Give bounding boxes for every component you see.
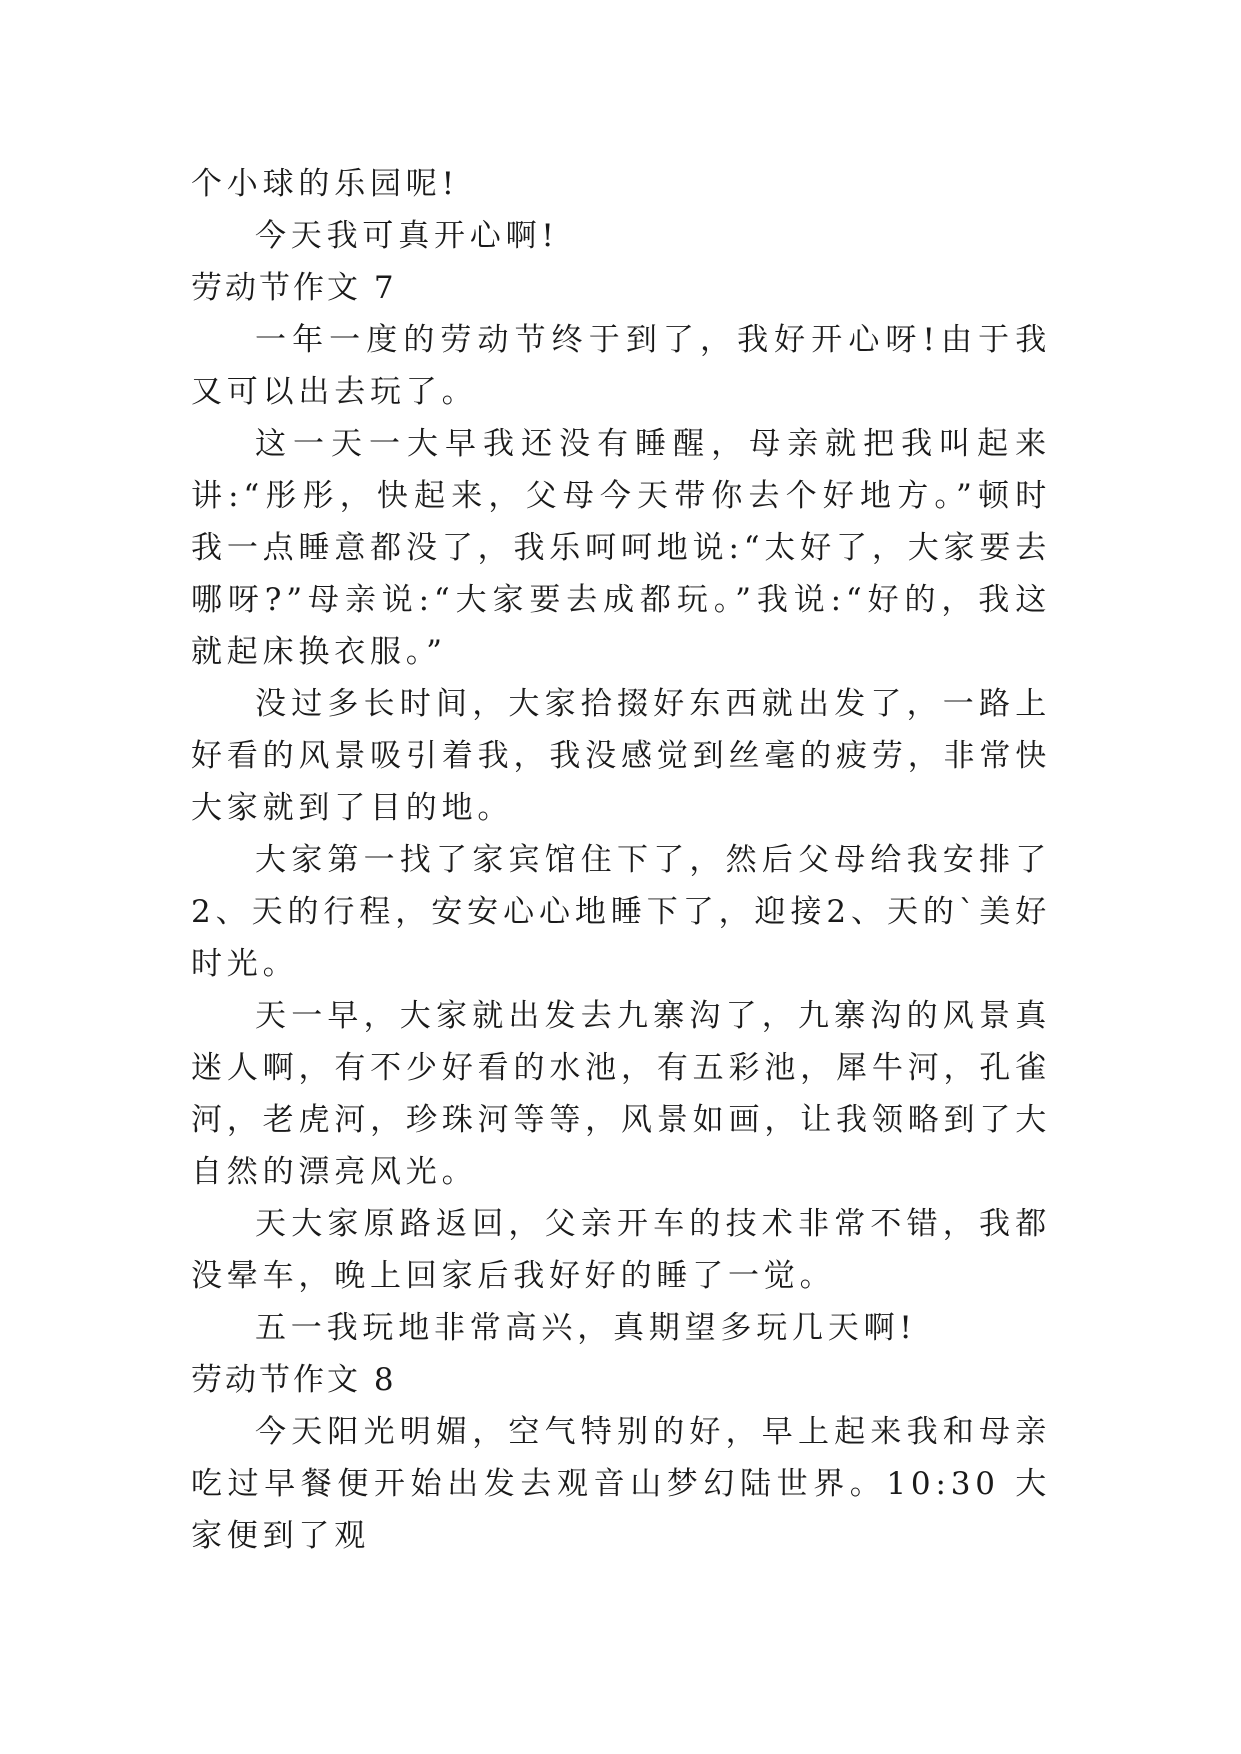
document-body <box>191 158 1051 1562</box>
paragraph: 这一天一大早我还没有睡醒，母亲就把我叫起来讲:“彤彤，快起来，父母今天带你去个好地方。”顿时我一点睡意都没了，我乐呵呵地说:“太好了，大家要去哪呀?”母亲说:“大家要去成都玩。”我说:“好的，我这就起床换衣服。” <box>191 426 1051 670</box>
paragraph: 一年一度的劳动节终于到了，我好开心呀!由于我又可以出去玩了。 <box>191 322 1051 410</box>
paragraph: 五一我玩地非常高兴，真期望多玩几天啊! <box>255 1310 917 1346</box>
paragraph: 天大家原路返回，父亲开车的技术非常不错，我都没晕车，晚上回家后我好好的睡了一觉。 <box>191 1206 1051 1294</box>
paragraph: 个小球的乐园呢! <box>191 166 459 202</box>
section-heading: 劳动节作文 8 <box>191 1362 397 1398</box>
paragraph: 大家第一找了家宾馆住下了，然后父母给我安排了 2、天的行程，安安心心地睡下了，迎接2、天的`美好时光。 <box>191 842 1051 982</box>
paragraph: 天一早，大家就出发去九寨沟了，九寨沟的风景真迷人啊，有不少好看的水池，有五彩池，犀牛河，孔雀河，老虎河，珍珠河等等，风景如画，让我领略到了大自然的漂亮风光。 <box>191 998 1051 1190</box>
paragraph: 没过多长时间，大家拾掇好东西就出发了，一路上好看的风景吸引着我，我没感觉到丝毫的疲劳，非常快大家就到了目的地。 <box>191 686 1051 826</box>
paragraph: 今天阳光明媚，空气特别的好，早上起来我和母亲吃过早餐便开始出发去观音山梦幻陆世界。10:30 大家便到了观 <box>191 1414 1051 1554</box>
paragraph: 今天我可真开心啊! <box>255 218 559 254</box>
section-heading: 劳动节作文 7 <box>191 270 397 306</box>
